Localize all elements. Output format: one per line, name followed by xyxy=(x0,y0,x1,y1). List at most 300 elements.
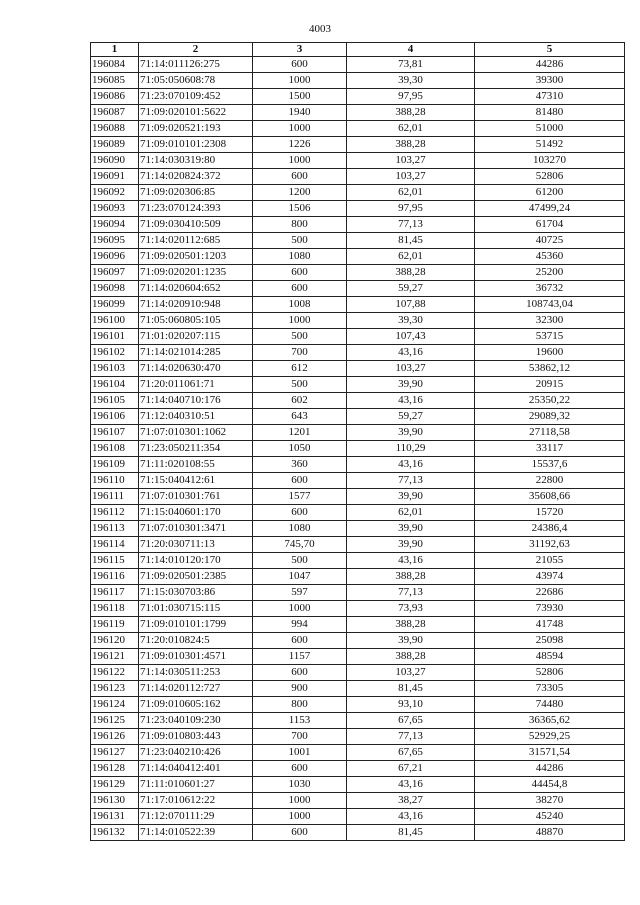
cell-rate: 39,90 xyxy=(347,425,475,441)
cell-rate: 77,13 xyxy=(347,473,475,489)
table-row xyxy=(91,281,625,297)
cell-value: 52806 xyxy=(475,169,625,185)
cell-value: 73930 xyxy=(475,601,625,617)
cell-cadastral-number: 71:09:010101:2308 xyxy=(139,137,253,153)
table-row xyxy=(91,793,625,809)
cell-rate: 103,27 xyxy=(347,169,475,185)
cell-cadastral-number: 71:14:020112:727 xyxy=(139,681,253,697)
cell-value: 44286 xyxy=(475,761,625,777)
cell-value: 44454,8 xyxy=(475,777,625,793)
cell-number: 196122 xyxy=(91,665,139,681)
cell-number: 196099 xyxy=(91,297,139,313)
cell-number: 196126 xyxy=(91,729,139,745)
cell-value: 25098 xyxy=(475,633,625,649)
cell-area: 500 xyxy=(253,553,347,569)
cell-area: 1000 xyxy=(253,313,347,329)
cell-rate: 43,16 xyxy=(347,457,475,473)
cell-cadastral-number: 71:11:020108:55 xyxy=(139,457,253,473)
cell-rate: 388,28 xyxy=(347,569,475,585)
cell-cadastral-number: 71:23:070124:393 xyxy=(139,201,253,217)
cell-area: 1001 xyxy=(253,745,347,761)
cell-value: 53862,12 xyxy=(475,361,625,377)
cell-area: 800 xyxy=(253,697,347,713)
cell-area: 600 xyxy=(253,265,347,281)
cell-rate: 62,01 xyxy=(347,121,475,137)
table-row xyxy=(91,361,625,377)
table-row xyxy=(91,441,625,457)
cell-value: 25350,22 xyxy=(475,393,625,409)
cell-number: 196114 xyxy=(91,537,139,553)
cell-rate: 388,28 xyxy=(347,105,475,121)
table-row xyxy=(91,697,625,713)
cell-number: 196088 xyxy=(91,121,139,137)
cell-rate: 93,10 xyxy=(347,697,475,713)
cell-number: 196097 xyxy=(91,265,139,281)
cell-area: 1000 xyxy=(253,153,347,169)
cell-value: 48870 xyxy=(475,825,625,841)
cell-cadastral-number: 71:09:010803:443 xyxy=(139,729,253,745)
cell-area: 500 xyxy=(253,233,347,249)
cell-number: 196125 xyxy=(91,713,139,729)
cell-rate: 73,81 xyxy=(347,57,475,73)
cell-area: 643 xyxy=(253,409,347,425)
cell-number: 196113 xyxy=(91,521,139,537)
cell-number: 196130 xyxy=(91,793,139,809)
cell-value: 33117 xyxy=(475,441,625,457)
cell-value: 74480 xyxy=(475,697,625,713)
cell-value: 48594 xyxy=(475,649,625,665)
cell-area: 1153 xyxy=(253,713,347,729)
cell-number: 196102 xyxy=(91,345,139,361)
table-row xyxy=(91,665,625,681)
cell-area: 600 xyxy=(253,633,347,649)
cell-value: 40725 xyxy=(475,233,625,249)
table-row xyxy=(91,745,625,761)
cell-area: 1201 xyxy=(253,425,347,441)
cell-value: 51492 xyxy=(475,137,625,153)
cell-area: 1577 xyxy=(253,489,347,505)
cell-number: 196131 xyxy=(91,809,139,825)
cell-rate: 59,27 xyxy=(347,409,475,425)
cell-number: 196127 xyxy=(91,745,139,761)
cell-rate: 388,28 xyxy=(347,617,475,633)
cell-number: 196116 xyxy=(91,569,139,585)
cell-area: 1050 xyxy=(253,441,347,457)
cell-number: 196101 xyxy=(91,329,139,345)
cell-value: 51000 xyxy=(475,121,625,137)
cell-rate: 43,16 xyxy=(347,777,475,793)
cell-cadastral-number: 71:12:040310:51 xyxy=(139,409,253,425)
cell-number: 196124 xyxy=(91,697,139,713)
cell-value: 52806 xyxy=(475,665,625,681)
cell-area: 994 xyxy=(253,617,347,633)
table-row xyxy=(91,409,625,425)
table-body xyxy=(91,57,625,841)
header-cell-1: 1 xyxy=(91,43,139,57)
table-row xyxy=(91,569,625,585)
table-row xyxy=(91,809,625,825)
data-table xyxy=(90,42,625,841)
cell-number: 196107 xyxy=(91,425,139,441)
cell-rate: 39,30 xyxy=(347,73,475,89)
table-row xyxy=(91,505,625,521)
cell-value: 73305 xyxy=(475,681,625,697)
cell-number: 196112 xyxy=(91,505,139,521)
table-row xyxy=(91,329,625,345)
cell-cadastral-number: 71:14:020112:685 xyxy=(139,233,253,249)
cell-cadastral-number: 71:09:020306:85 xyxy=(139,185,253,201)
cell-area: 360 xyxy=(253,457,347,473)
header-cell-4: 4 xyxy=(347,43,475,57)
cell-value: 25200 xyxy=(475,265,625,281)
cell-area: 1000 xyxy=(253,809,347,825)
cell-cadastral-number: 71:23:040210:426 xyxy=(139,745,253,761)
cell-cadastral-number: 71:14:020630:470 xyxy=(139,361,253,377)
cell-rate: 103,27 xyxy=(347,361,475,377)
cell-cadastral-number: 71:15:040412:61 xyxy=(139,473,253,489)
cell-number: 196117 xyxy=(91,585,139,601)
cell-cadastral-number: 71:14:020604:652 xyxy=(139,281,253,297)
table-row xyxy=(91,201,625,217)
cell-cadastral-number: 71:23:050211:354 xyxy=(139,441,253,457)
cell-number: 196098 xyxy=(91,281,139,297)
table-row xyxy=(91,57,625,73)
table-row xyxy=(91,713,625,729)
cell-area: 597 xyxy=(253,585,347,601)
cell-cadastral-number: 71:23:040109:230 xyxy=(139,713,253,729)
cell-rate: 388,28 xyxy=(347,265,475,281)
cell-rate: 73,93 xyxy=(347,601,475,617)
cell-value: 36732 xyxy=(475,281,625,297)
cell-rate: 38,27 xyxy=(347,793,475,809)
cell-cadastral-number: 71:14:010120:170 xyxy=(139,553,253,569)
cell-cadastral-number: 71:01:020207:115 xyxy=(139,329,253,345)
cell-rate: 39,90 xyxy=(347,633,475,649)
table-row xyxy=(91,489,625,505)
cell-value: 19600 xyxy=(475,345,625,361)
cell-number: 196129 xyxy=(91,777,139,793)
table-row xyxy=(91,761,625,777)
cell-area: 612 xyxy=(253,361,347,377)
cell-cadastral-number: 71:20:010824:5 xyxy=(139,633,253,649)
table-row xyxy=(91,521,625,537)
table-row xyxy=(91,121,625,137)
cell-number: 196094 xyxy=(91,217,139,233)
cell-area: 1200 xyxy=(253,185,347,201)
cell-cadastral-number: 71:14:020824:372 xyxy=(139,169,253,185)
table-row xyxy=(91,457,625,473)
cell-number: 196128 xyxy=(91,761,139,777)
cell-rate: 81,45 xyxy=(347,233,475,249)
cell-value: 61704 xyxy=(475,217,625,233)
cell-rate: 103,27 xyxy=(347,153,475,169)
cell-number: 196123 xyxy=(91,681,139,697)
table-row xyxy=(91,729,625,745)
cell-rate: 81,45 xyxy=(347,825,475,841)
cell-rate: 81,45 xyxy=(347,681,475,697)
cell-cadastral-number: 71:09:020521:193 xyxy=(139,121,253,137)
cell-rate: 388,28 xyxy=(347,137,475,153)
cell-number: 196092 xyxy=(91,185,139,201)
cell-number: 196091 xyxy=(91,169,139,185)
cell-value: 21055 xyxy=(475,553,625,569)
cell-rate: 39,90 xyxy=(347,521,475,537)
cell-number: 196108 xyxy=(91,441,139,457)
cell-area: 600 xyxy=(253,281,347,297)
cell-cadastral-number: 71:01:030715:115 xyxy=(139,601,253,617)
cell-number: 196120 xyxy=(91,633,139,649)
cell-rate: 110,29 xyxy=(347,441,475,457)
table-row xyxy=(91,601,625,617)
cell-value: 61200 xyxy=(475,185,625,201)
cell-area: 745,70 xyxy=(253,537,347,553)
cell-number: 196095 xyxy=(91,233,139,249)
cell-value: 31571,54 xyxy=(475,745,625,761)
cell-cadastral-number: 71:17:010612:22 xyxy=(139,793,253,809)
cell-rate: 103,27 xyxy=(347,665,475,681)
cell-number: 196090 xyxy=(91,153,139,169)
table-row xyxy=(91,553,625,569)
cell-cadastral-number: 71:15:040601:170 xyxy=(139,505,253,521)
cell-rate: 97,95 xyxy=(347,201,475,217)
cell-area: 1080 xyxy=(253,249,347,265)
cell-area: 600 xyxy=(253,825,347,841)
cell-value: 44286 xyxy=(475,57,625,73)
cell-number: 196109 xyxy=(91,457,139,473)
cell-value: 22800 xyxy=(475,473,625,489)
cell-value: 38270 xyxy=(475,793,625,809)
cell-number: 196110 xyxy=(91,473,139,489)
cell-area: 1000 xyxy=(253,793,347,809)
page-number: 4003 xyxy=(309,23,331,35)
cell-value: 81480 xyxy=(475,105,625,121)
cell-value: 41748 xyxy=(475,617,625,633)
cell-rate: 43,16 xyxy=(347,553,475,569)
cell-area: 600 xyxy=(253,505,347,521)
cell-value: 52929,25 xyxy=(475,729,625,745)
header-cell-5: 5 xyxy=(475,43,625,57)
cell-number: 196085 xyxy=(91,73,139,89)
cell-rate: 107,88 xyxy=(347,297,475,313)
cell-value: 29089,32 xyxy=(475,409,625,425)
cell-rate: 43,16 xyxy=(347,809,475,825)
cell-rate: 39,90 xyxy=(347,489,475,505)
cell-value: 47310 xyxy=(475,89,625,105)
table-row xyxy=(91,89,625,105)
table-row xyxy=(91,425,625,441)
cell-rate: 388,28 xyxy=(347,649,475,665)
table-row xyxy=(91,105,625,121)
cell-number: 196121 xyxy=(91,649,139,665)
cell-cadastral-number: 71:09:020101:5622 xyxy=(139,105,253,121)
table-row xyxy=(91,249,625,265)
cell-cadastral-number: 71:09:020201:1235 xyxy=(139,265,253,281)
cell-number: 196086 xyxy=(91,89,139,105)
table-row xyxy=(91,681,625,697)
table-row xyxy=(91,217,625,233)
cell-value: 15720 xyxy=(475,505,625,521)
cell-area: 600 xyxy=(253,57,347,73)
cell-area: 1047 xyxy=(253,569,347,585)
cell-value: 15537,6 xyxy=(475,457,625,473)
cell-value: 35608,66 xyxy=(475,489,625,505)
cell-rate: 67,65 xyxy=(347,713,475,729)
cell-rate: 62,01 xyxy=(347,185,475,201)
cell-area: 700 xyxy=(253,729,347,745)
cell-value: 53715 xyxy=(475,329,625,345)
cell-cadastral-number: 71:14:030511:253 xyxy=(139,665,253,681)
cell-cadastral-number: 71:09:010101:1799 xyxy=(139,617,253,633)
table-row xyxy=(91,633,625,649)
cell-value: 22686 xyxy=(475,585,625,601)
cell-rate: 62,01 xyxy=(347,505,475,521)
cell-area: 600 xyxy=(253,665,347,681)
cell-value: 47499,24 xyxy=(475,201,625,217)
table-row xyxy=(91,137,625,153)
header-cell-3: 3 xyxy=(253,43,347,57)
table-row xyxy=(91,825,625,841)
cell-cadastral-number: 71:14:011126:275 xyxy=(139,57,253,73)
cell-number: 196118 xyxy=(91,601,139,617)
cell-rate: 67,65 xyxy=(347,745,475,761)
cell-cadastral-number: 71:05:060805:105 xyxy=(139,313,253,329)
cell-number: 196132 xyxy=(91,825,139,841)
cell-number: 196093 xyxy=(91,201,139,217)
table-row xyxy=(91,297,625,313)
cell-value: 39300 xyxy=(475,73,625,89)
cell-value: 27118,58 xyxy=(475,425,625,441)
cell-area: 600 xyxy=(253,761,347,777)
cell-rate: 67,21 xyxy=(347,761,475,777)
cell-cadastral-number: 71:07:010301:761 xyxy=(139,489,253,505)
cell-number: 196105 xyxy=(91,393,139,409)
cell-value: 31192,63 xyxy=(475,537,625,553)
cell-area: 1008 xyxy=(253,297,347,313)
cell-area: 1080 xyxy=(253,521,347,537)
cell-cadastral-number: 71:20:030711:13 xyxy=(139,537,253,553)
table-row xyxy=(91,313,625,329)
cell-number: 196104 xyxy=(91,377,139,393)
cell-rate: 77,13 xyxy=(347,585,475,601)
cell-cadastral-number: 71:07:010301:3471 xyxy=(139,521,253,537)
cell-number: 196096 xyxy=(91,249,139,265)
cell-area: 1030 xyxy=(253,777,347,793)
table-row xyxy=(91,345,625,361)
cell-number: 196111 xyxy=(91,489,139,505)
table-row xyxy=(91,233,625,249)
cell-area: 800 xyxy=(253,217,347,233)
cell-number: 196119 xyxy=(91,617,139,633)
table-header xyxy=(91,43,625,57)
cell-value: 45360 xyxy=(475,249,625,265)
cell-area: 1000 xyxy=(253,601,347,617)
cell-rate: 77,13 xyxy=(347,217,475,233)
cell-cadastral-number: 71:09:030410:509 xyxy=(139,217,253,233)
cell-number: 196087 xyxy=(91,105,139,121)
cell-value: 108743,04 xyxy=(475,297,625,313)
cell-area: 600 xyxy=(253,169,347,185)
cell-cadastral-number: 71:11:010601:27 xyxy=(139,777,253,793)
cell-area: 500 xyxy=(253,377,347,393)
cell-area: 1157 xyxy=(253,649,347,665)
cell-cadastral-number: 71:09:010301:4571 xyxy=(139,649,253,665)
table-row xyxy=(91,585,625,601)
cell-number: 196084 xyxy=(91,57,139,73)
cell-cadastral-number: 71:09:020501:1203 xyxy=(139,249,253,265)
cell-rate: 59,27 xyxy=(347,281,475,297)
cell-value: 24386,4 xyxy=(475,521,625,537)
table-row xyxy=(91,265,625,281)
cell-value: 32300 xyxy=(475,313,625,329)
cell-value: 103270 xyxy=(475,153,625,169)
table-row xyxy=(91,777,625,793)
cell-cadastral-number: 71:14:021014:285 xyxy=(139,345,253,361)
cell-cadastral-number: 71:15:030703:86 xyxy=(139,585,253,601)
cell-cadastral-number: 71:14:010522:39 xyxy=(139,825,253,841)
cell-value: 45240 xyxy=(475,809,625,825)
table-row xyxy=(91,377,625,393)
cell-cadastral-number: 71:14:040710:176 xyxy=(139,393,253,409)
cell-cadastral-number: 71:14:030319:80 xyxy=(139,153,253,169)
table-row xyxy=(91,73,625,89)
cell-number: 196100 xyxy=(91,313,139,329)
cell-area: 602 xyxy=(253,393,347,409)
table-row xyxy=(91,537,625,553)
cell-rate: 77,13 xyxy=(347,729,475,745)
cell-area: 1000 xyxy=(253,121,347,137)
table-row xyxy=(91,473,625,489)
cell-cadastral-number: 71:09:010605:162 xyxy=(139,697,253,713)
cell-number: 196089 xyxy=(91,137,139,153)
cell-area: 1226 xyxy=(253,137,347,153)
cell-area: 600 xyxy=(253,473,347,489)
table-row xyxy=(91,393,625,409)
table-row xyxy=(91,617,625,633)
cell-number: 196106 xyxy=(91,409,139,425)
table-row xyxy=(91,649,625,665)
cell-number: 196115 xyxy=(91,553,139,569)
cell-rate: 43,16 xyxy=(347,345,475,361)
cell-cadastral-number: 71:07:010301:1062 xyxy=(139,425,253,441)
cell-number: 196103 xyxy=(91,361,139,377)
cell-area: 1000 xyxy=(253,73,347,89)
cell-area: 1500 xyxy=(253,89,347,105)
cell-value: 20915 xyxy=(475,377,625,393)
cell-area: 900 xyxy=(253,681,347,697)
cell-cadastral-number: 71:23:070109:452 xyxy=(139,89,253,105)
cell-cadastral-number: 71:05:050608:78 xyxy=(139,73,253,89)
cell-value: 36365,62 xyxy=(475,713,625,729)
cell-value: 43974 xyxy=(475,569,625,585)
cell-rate: 39,30 xyxy=(347,313,475,329)
cell-cadastral-number: 71:20:011061:71 xyxy=(139,377,253,393)
cell-rate: 43,16 xyxy=(347,393,475,409)
cell-rate: 107,43 xyxy=(347,329,475,345)
table-row xyxy=(91,153,625,169)
cell-area: 700 xyxy=(253,345,347,361)
header-row xyxy=(91,43,625,57)
table-row xyxy=(91,185,625,201)
cell-cadastral-number: 71:14:020910:948 xyxy=(139,297,253,313)
cell-rate: 62,01 xyxy=(347,249,475,265)
cell-cadastral-number: 71:12:070111:29 xyxy=(139,809,253,825)
cell-cadastral-number: 71:14:040412:401 xyxy=(139,761,253,777)
cell-area: 1940 xyxy=(253,105,347,121)
cell-area: 500 xyxy=(253,329,347,345)
cell-rate: 39,90 xyxy=(347,377,475,393)
table-row xyxy=(91,169,625,185)
header-cell-2: 2 xyxy=(139,43,253,57)
